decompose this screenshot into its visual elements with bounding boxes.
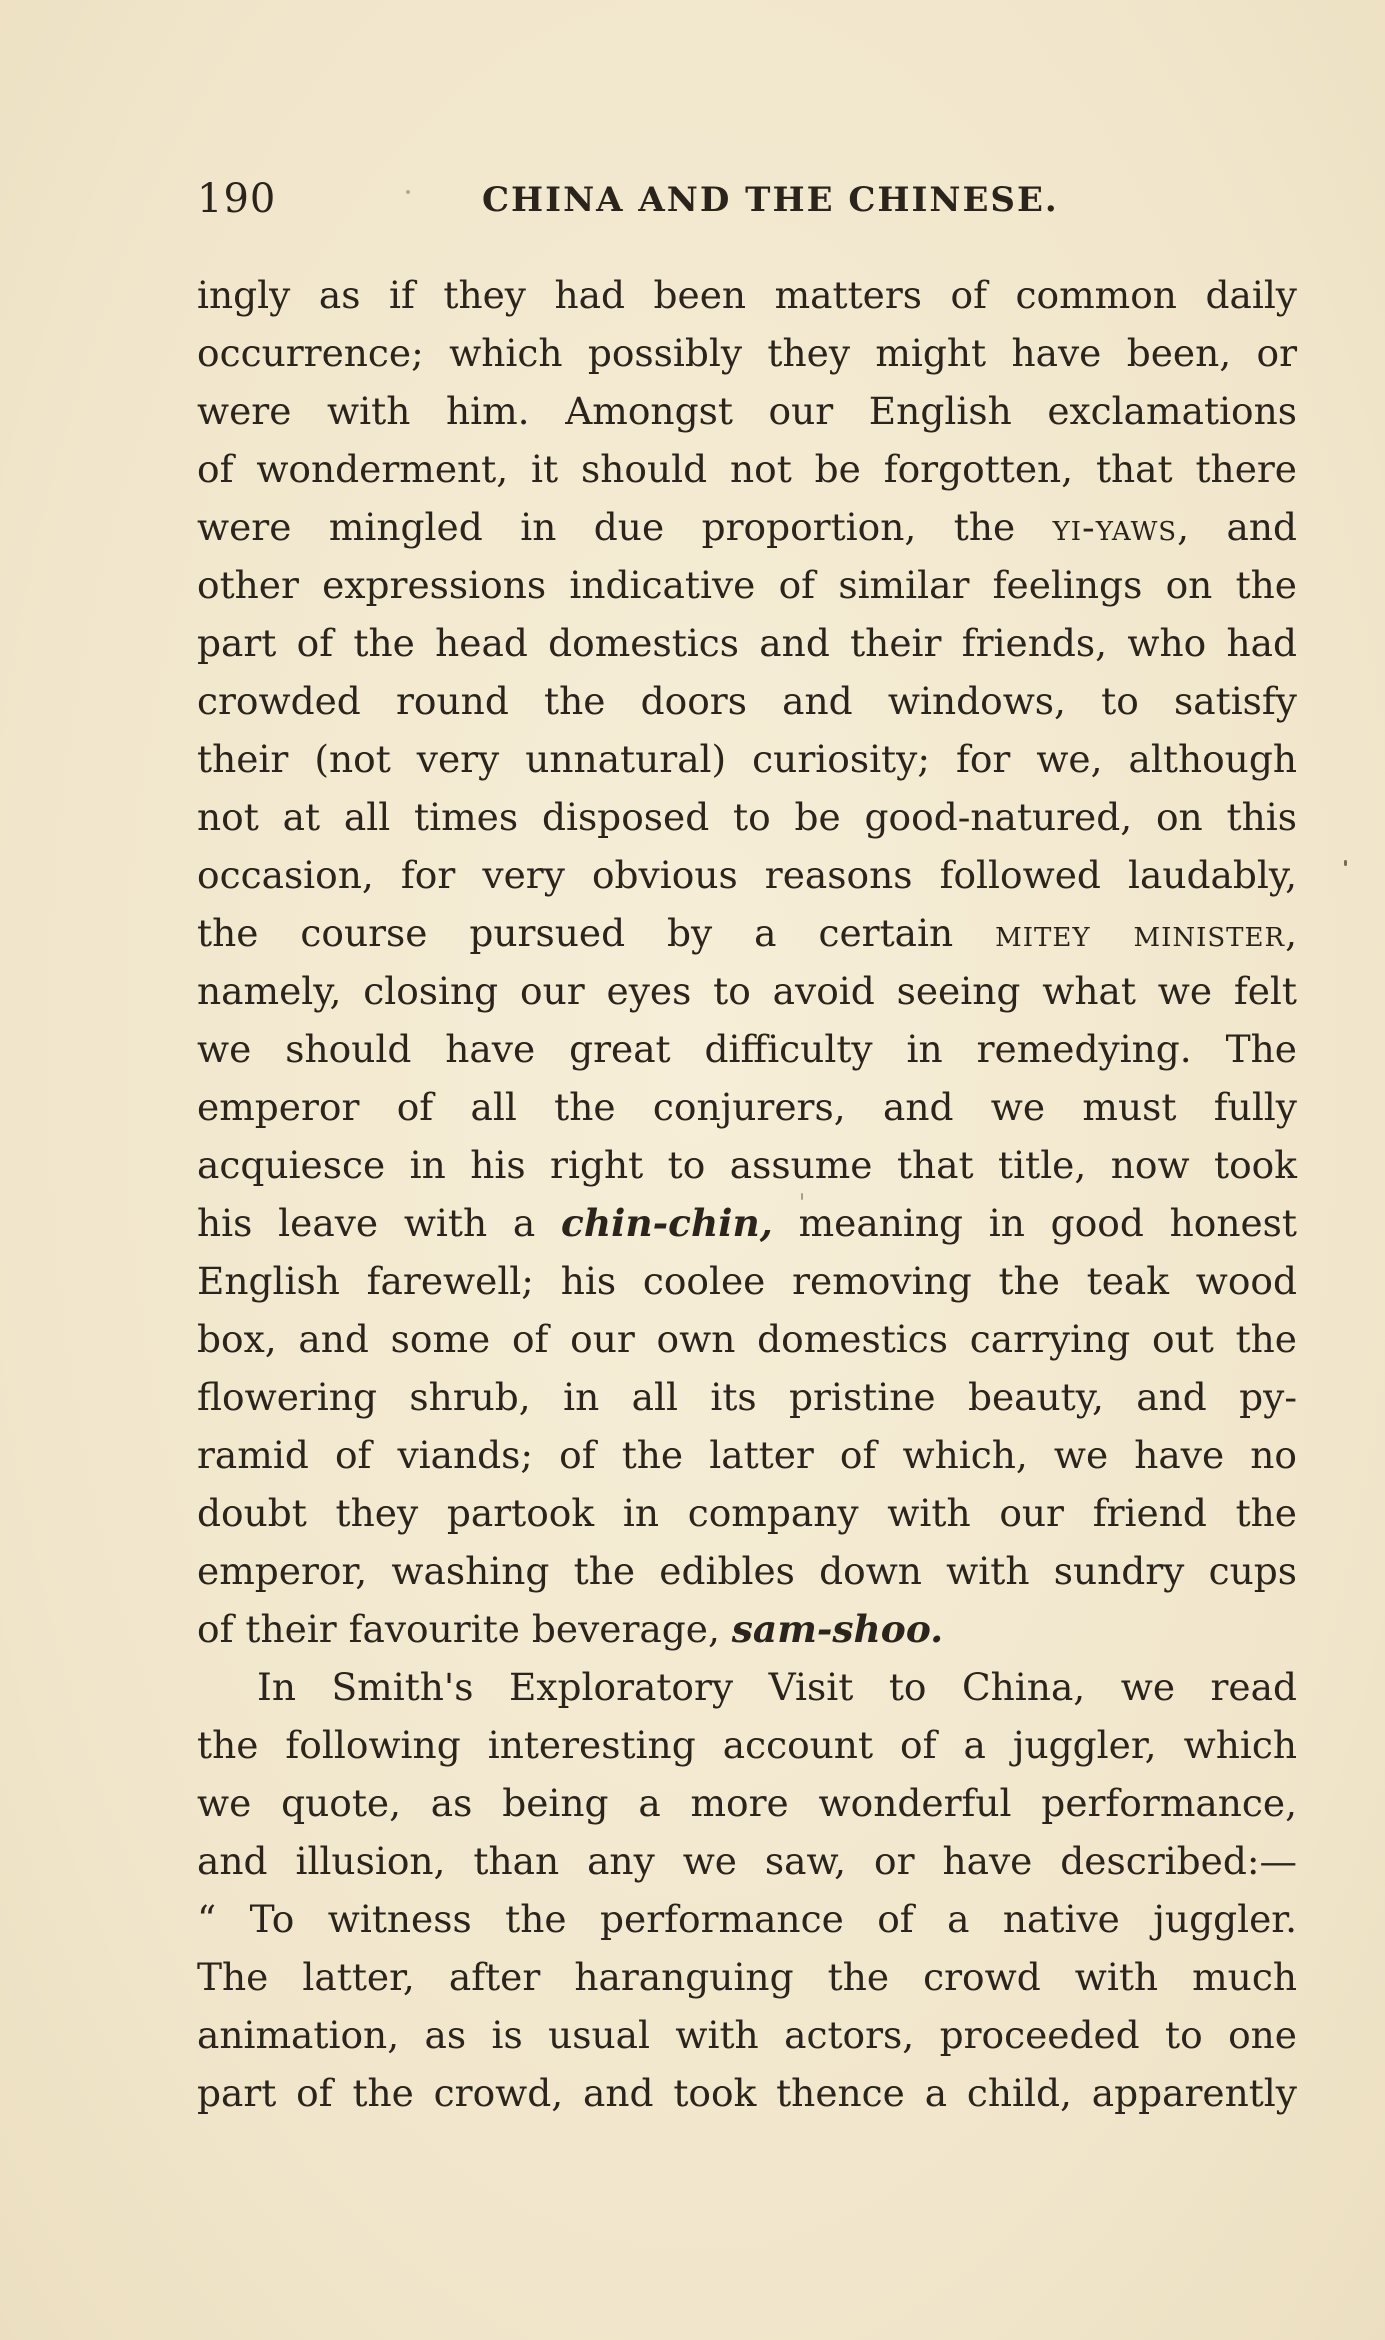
text-line: ingly as if they had been matters of common daily [197,273,1297,317]
text-line: ramid of viands; of the latter of which, we have no [197,1433,1297,1477]
text-line: In Smith's Exploratory Visit to China, we read [257,1665,1297,1709]
text-line: doubt they partook in company with our friend the [197,1491,1297,1535]
italic-term: chin-chin, [561,1201,773,1245]
text-line: we quote, as being a more wonderful performance, [197,1781,1297,1825]
small-caps-term: yi-yaws [1052,505,1178,549]
text-line: we should have great difficulty in remedying. The [197,1027,1297,1071]
text-line: crowded round the doors and windows, to satisfy [197,679,1297,723]
page-number: 190 [197,176,277,222]
text-line: occasion, for very obvious reasons followed laudably, [197,853,1297,897]
text-line: emperor, washing the edibles down with sundry cups [197,1549,1297,1593]
text-line: part of the head domestics and their friends, who had [197,621,1297,665]
text-line: flowering shrub, in all its pristine beauty, and py- [197,1375,1297,1419]
text-line: The latter, after haranguing the crowd with much [197,1955,1297,1999]
running-title: CHINA AND THE CHINESE. [482,180,1059,220]
paper-speck [801,1193,803,1200]
italic-term: sam-shoo. [731,1607,944,1651]
text-line: “ To witness the performance of a native juggler. [197,1897,1297,1941]
text-line: namely, closing our eyes to avoid seeing what we felt [197,969,1297,1013]
text-line: of wonderment, it should not be forgotten, that there [197,447,1297,491]
text-line: their (not very unnatural) curiosity; for we, although [197,737,1297,781]
text-line: and illusion, than any we saw, or have described:— [197,1839,1297,1883]
text-line: the course pursued by a certain mitey minister, [197,911,1297,955]
text-line: not at all times disposed to be good-natured, on this [197,795,1297,839]
text-line: were mingled in due proportion, the yi-yaws, and [197,505,1298,549]
text-line: part of the crowd, and took thence a child, apparently [197,2071,1297,2115]
text-line: animation, as is usual with actors, proceeded to one [197,2013,1297,2057]
text-line: acquiesce in his right to assume that title, now took [197,1143,1297,1187]
text-line: his leave with a chin-chin, meaning in good honest [197,1201,1297,1245]
body-text [197,266,1297,2122]
text-line: other expressions indicative of similar feelings on the [197,563,1297,607]
text-line: English farewell; his coolee removing the teak wood [197,1259,1297,1303]
text-line: emperor of all the conjurers, and we must fully [197,1085,1297,1129]
text-line: of their favourite beverage, sam-shoo. [197,1607,944,1651]
paper-speck [1344,860,1347,866]
paper-speck [406,190,410,194]
text-line: were with him. Amongst our English exclamations [197,389,1297,433]
text-line: occurrence; which possibly they might have been, or [197,331,1297,375]
text-line: the following interesting account of a juggler, which [197,1723,1297,1767]
page-header [197,176,1297,226]
small-caps-term: mitey minister [995,911,1286,955]
text-line: box, and some of our own domestics carrying out the [197,1317,1297,1361]
